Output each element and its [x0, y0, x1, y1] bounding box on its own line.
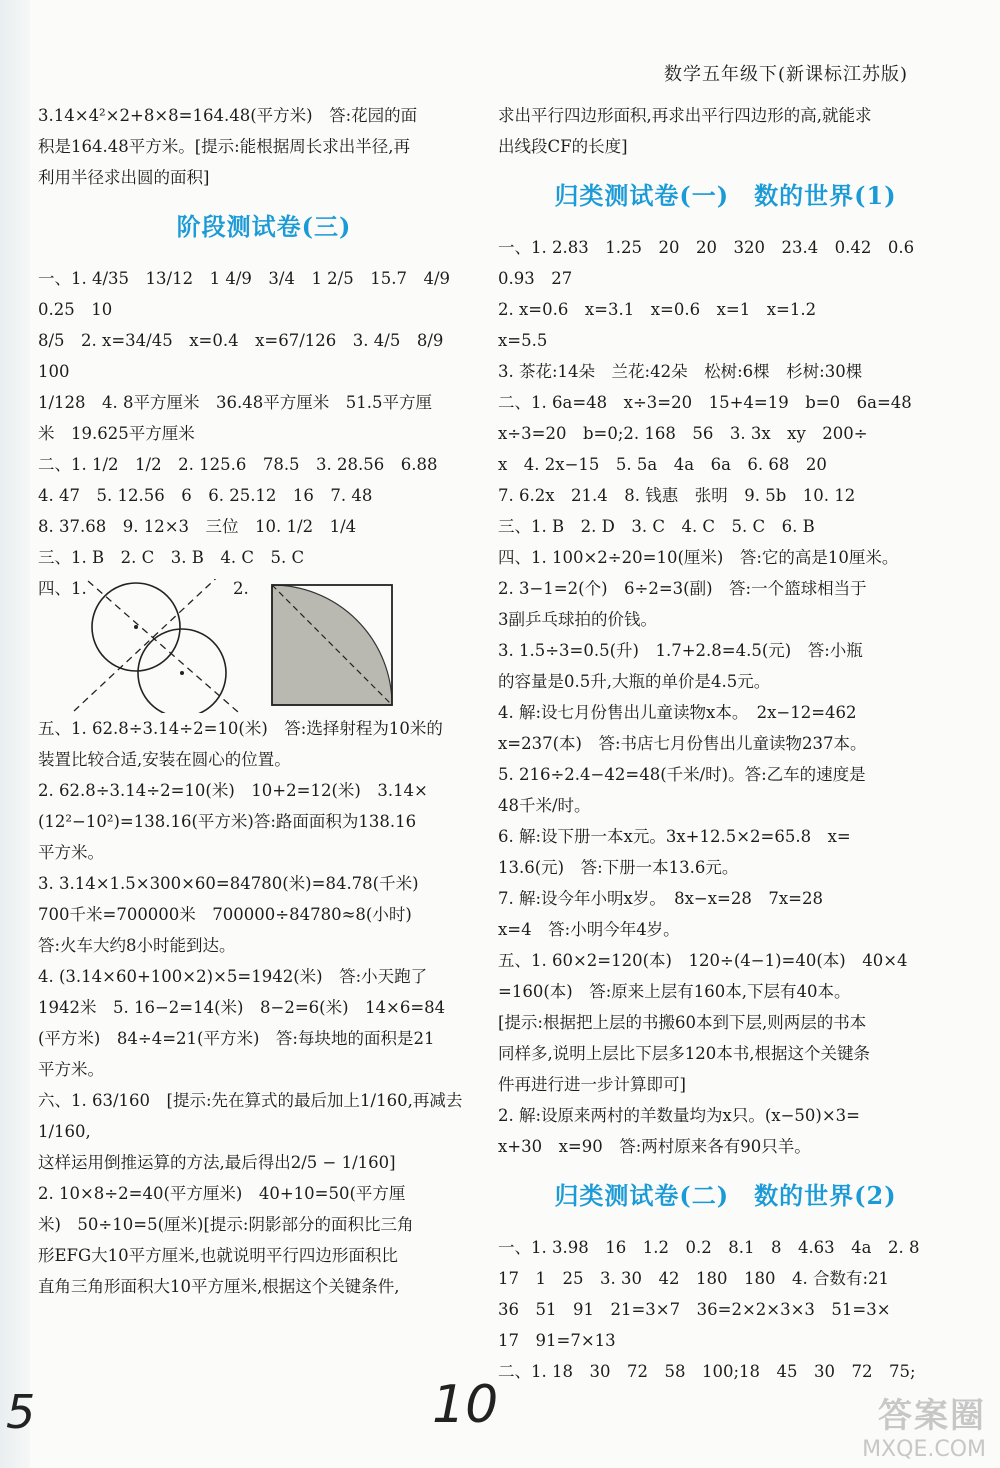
answer-block-1 — [498, 232, 953, 1162]
text-line: x=4 答:小明今年4岁。 — [498, 920, 680, 939]
text-line: 48千米/时。 — [498, 796, 591, 815]
two-circles-figure — [66, 579, 256, 713]
text-line: 7. 解:设今年小明x岁。 8x−x=28 7x=28 — [498, 889, 823, 908]
section-title: 归类测试卷(二) 数的世界(2) — [554, 1181, 897, 1210]
text-line: x=237(本) 答:书店七月份售出儿童读物237本。 — [498, 734, 867, 753]
handwritten-corner-mark: 5 — [6, 1385, 36, 1439]
handwritten-page-number: 10 — [432, 1375, 499, 1435]
quarter-circle-square-figure — [268, 581, 408, 709]
text-line: 直角三角形面积大10平方厘米,根据这个关键条件, — [38, 1277, 400, 1296]
text-line: [提示:根据把上层的书搬60本到下层,则两层的书本 — [498, 1013, 867, 1032]
text-line: 3. 茶花:14朵 兰花:42朵 松树:6棵 杉树:30棵 — [498, 362, 863, 381]
text-line: 出线段CF的长度] — [498, 137, 628, 156]
text-line: 17 1 25 3. 30 42 180 180 4. 合数有:21 — [498, 1269, 889, 1288]
text-line: (平方米) 84÷4=21(平方米) 答:每块地的面积是21 — [38, 1029, 435, 1048]
text-line: 米 19.625平方厘米 — [38, 424, 195, 443]
text-line: 平方米。 — [38, 1060, 104, 1079]
section-title: 阶段测试卷(三) — [176, 212, 352, 241]
text-line: x 4. 2x−15 5. 5a 4a 6a 6. 68 20 — [498, 455, 827, 474]
text-line: 五、1. 62.8÷3.14÷2=10(米) 答:选择射程为10米的 — [38, 719, 443, 738]
text-line: 7. 6.2x 21.4 8. 钱惠 张明 9. 5b 10. 12 — [498, 486, 856, 505]
text-line: 答:火车大约8小时能到达。 — [38, 936, 236, 955]
text-line: 8/5 2. x=34/45 x=0.4 x=67/126 3. 4/5 8/9 100 — [38, 331, 460, 381]
text-line: 2. 解:设原来两村的羊数量均为x只。(x−50)×3= — [498, 1106, 861, 1125]
text-line: =160(本) 答:原来上层有160本,下层有40本。 — [498, 982, 851, 1001]
text-line: x+30 x=90 答:两村原来各有90只羊。 — [498, 1137, 811, 1156]
watermark-url: MXQE.COM — [862, 1437, 986, 1462]
text-line: 4. 解:设七月份售出儿童读物x本。 2x−12=462 — [498, 703, 857, 722]
text-line: x=5.5 — [498, 331, 548, 350]
answer-block-a — [38, 263, 490, 573]
text-line: 6. 解:设下册一本x元。3x+12.5×2=65.8 x= — [498, 827, 851, 846]
text-line: 3. 3.14×1.5×300×60=84780(米)=84.78(千米) — [38, 874, 419, 893]
text-line: 装置比较合适,安装在圆心的位置。 — [38, 750, 291, 769]
answer-block-b — [38, 713, 490, 1302]
text-line: 六、1. 63/160 [提示:先在算式的最后加上1/160,再减去1/160, — [38, 1091, 463, 1141]
text-line: 积是164.48平方米。[提示:能根据周长求出半径,再 — [38, 137, 410, 156]
figure-label-2: 2. — [233, 579, 249, 598]
text-line: 4. (3.14×60+100×2)×5=1942(米) 答:小天跑了 — [38, 967, 428, 986]
text-line: 一、1. 4/35 13/12 1 4/9 3/4 1 2/5 15.7 4/9 0.25 10 — [38, 269, 467, 319]
figure-label-1: 四、1. — [38, 579, 87, 598]
left-column — [38, 100, 490, 1302]
watermark-logo-text: 答案圈 — [878, 1396, 986, 1436]
text-line: 平方米。 — [38, 843, 104, 862]
text-line: 一、1. 2.83 1.25 20 20 320 23.4 0.42 0.6 — [498, 238, 915, 257]
text-line: x÷3=20 b=0;2. 168 56 3. 3x xy 200÷ — [498, 424, 868, 443]
text-line: 4. 47 5. 12.56 6 6. 25.12 16 7. 48 — [38, 486, 373, 505]
text-line: 13.6(元) 答:下册一本13.6元。 — [498, 858, 739, 877]
text-line: 五、1. 60×2=120(本) 120÷(4−1)=40(本) 40×4 — [498, 951, 908, 970]
text-line: 17 91=7×13 — [498, 1331, 616, 1350]
text-line: 2. x=0.6 x=3.1 x=0.6 x=1 x=1.2 — [498, 300, 817, 319]
watermark — [862, 1388, 986, 1462]
text-line: (12²−10²)=138.16(平方米)答:路面面积为138.16 — [38, 812, 417, 831]
section-title: 归类测试卷(一) 数的世界(1) — [554, 181, 897, 210]
right-intro — [498, 100, 953, 162]
text-line: 米) 50÷10=5(厘米)[提示:阴影部分的面积比三角 — [38, 1215, 414, 1234]
text-line: 3副乒乓球拍的价钱。 — [498, 610, 657, 629]
text-line: 这样运用倒推运算的方法,最后得出2/5 − 1/160] — [38, 1153, 396, 1172]
text-line: 1/128 4. 8平方厘米 36.48平方厘米 51.5平方厘 — [38, 393, 433, 412]
text-line: 件再进行进一步计算即可] — [498, 1075, 686, 1094]
text-line: 同样多,说明上层比下层多120本书,根据这个关键条 — [498, 1044, 870, 1063]
text-line: 2. 62.8÷3.14÷2=10(米) 10+2=12(米) 3.14× — [38, 781, 428, 800]
text-line: 3.14×4²×2+8×8=164.48(平方米) 答:花园的面 — [38, 106, 418, 125]
text-line: 3. 1.5÷3=0.5(升) 1.7+2.8=4.5(元) 答:小瓶 — [498, 641, 863, 660]
text-line: 0.93 27 — [498, 269, 573, 288]
text-line: 三、1. B 2. D 3. C 4. C 5. C 6. B — [498, 517, 815, 536]
text-line: 二、1. 1/2 1/2 2. 125.6 78.5 3. 28.56 6.88 — [38, 455, 438, 474]
text-line: 三、1. B 2. C 3. B 4. C 5. C — [38, 548, 305, 567]
right-column — [498, 100, 953, 1387]
text-line: 形EFG大10平方厘米,也就说明平行四边形面积比 — [38, 1246, 398, 1265]
text-line: 8. 37.68 9. 12×3 三位 10. 1/2 1/4 — [38, 517, 357, 536]
text-line: 2. 3−1=2(个) 6÷2=3(副) 答:一个篮球相当于 — [498, 579, 867, 598]
answer-block-2 — [498, 1232, 953, 1387]
left-intro — [38, 100, 490, 193]
text-line: 利用半径求出圆的面积] — [38, 168, 210, 187]
text-line: 二、1. 6a=48 x÷3=20 15+4=19 b=0 6a=48 — [498, 393, 912, 412]
text-line: 的容量是0.5升,大瓶的单价是4.5元。 — [498, 672, 771, 691]
page-binding-edge — [0, 0, 30, 1468]
text-line: 5. 216÷2.4−42=48(千米/时)。答:乙车的速度是 — [498, 765, 866, 784]
text-line: 一、1. 3.98 16 1.2 0.2 8.1 8 4.63 4a 2. 8 — [498, 1238, 920, 1257]
figure-row — [38, 573, 490, 713]
text-line: 36 51 91 21=3×7 36=2×2×3×3 51=3× — [498, 1300, 891, 1319]
text-line: 2. 10×8÷2=40(平方厘米) 40+10=50(平方厘 — [38, 1184, 406, 1203]
text-line: 700千米=700000米 700000÷84780≈8(小时) — [38, 905, 412, 924]
running-header: 数学五年级下(新课标江苏版) — [663, 64, 908, 85]
text-line: 1942米 5. 16−2=14(米) 8−2=6(米) 14×6=84 — [38, 998, 446, 1017]
text-line: 四、1. 100×2÷20=10(厘米) 答:它的高是10厘米。 — [498, 548, 899, 567]
text-line: 二、1. 18 30 72 58 100;18 45 30 72 75; — [498, 1362, 916, 1381]
text-line: 求出平行四边形面积,再求出平行四边形的高,就能求 — [498, 106, 872, 125]
